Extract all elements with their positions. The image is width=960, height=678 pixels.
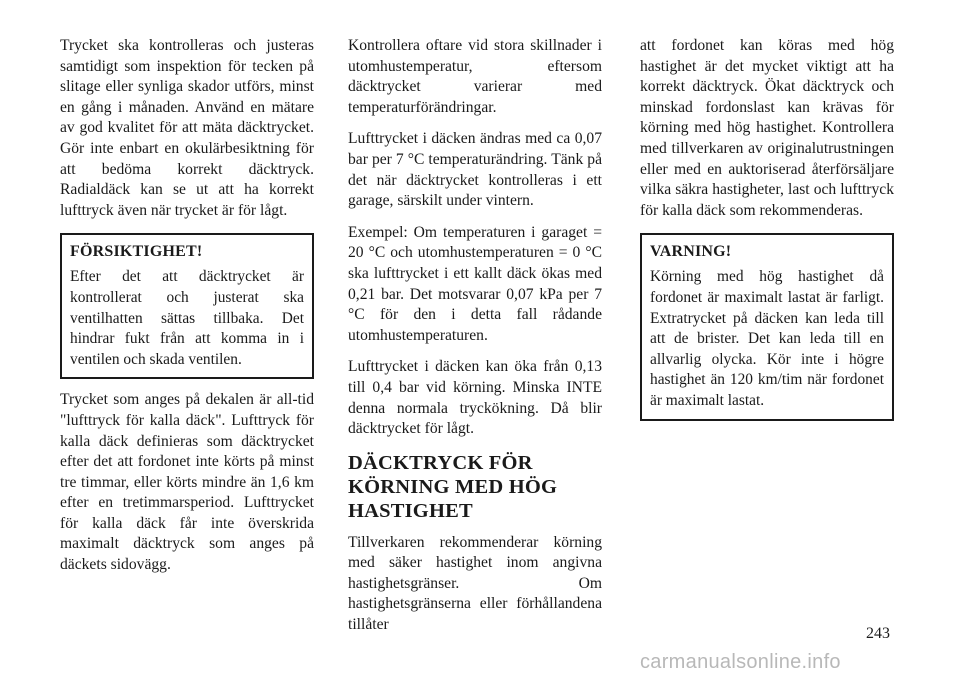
column-middle (348, 36, 602, 647)
cold-pressure-paragraph: Trycket som anges på dekalen är all-tid "lufttryck för kalla däck". Lufttryck för kalla däck definieras som däcktrycket efter det att fordonet inte körts på minst tre timmar, eller körts mindre än 1,6 km efter en tretimmarsperiod. Lufttrycket för kalla däck får inte överskrida maximalt däcktryck som anges på däckets sidovägg. (60, 391, 314, 574)
caution-text: Efter det att däcktrycket är kontrollerat och justerat ska ventilhatten sättas tillbaka. Det hindrar fukt från att komma in i ventilen och skada ventilen. (70, 268, 304, 368)
page-number: 243 (866, 625, 890, 642)
warning-text: Körning med hög hastighet då fordonet är maximalt lastat är farligt. Extratrycket på däcken kan leda till att de brister. Det kan leda till en allvarlig olycka. Kör inte i högre hastighet än 120 km/tim när fordonet är maximalt lastat. (650, 268, 884, 409)
column-right (640, 36, 894, 432)
driving-increase-paragraph: Lufttrycket i däcken kan öka från 0,13 till 0,4 bar vid körning. Minska INTE denna normala tryckökning. Då blir däcktrycket för lågt. (348, 358, 602, 438)
high-speed-paragraph: att fordonet kan köras med hög hastighet är det mycket viktigt att ha korrekt däcktryck. Ökat däcktryck och minskad fordonslast kan krävas för körning med hög hastighet. Kontrollera med tillverkaren av originalutrustningen eller med en auktoriserad återförsäljare vilka säkra hastigheter, last och lufttryck för kalla däck som rekommenderas. (640, 37, 894, 219)
speed-recommendation-paragraph: Tillverkaren rekommenderar körning med säker hastighet inom angivna hastighetsgränser. Om hastighetsgränserna eller förhållandena tillåter (348, 533, 602, 634)
watermark: carmanualsonline.info (640, 651, 841, 673)
caution-box (60, 233, 314, 379)
column-left (60, 36, 314, 587)
section-heading: DÄCKTRYCK FÖR KÖRNING MED HÖG HASTIGHET (348, 451, 558, 522)
pressure-change-paragraph: Lufttrycket i däcken ändras med ca 0,07 bar per 7 °C temperaturändring. Tänk på det när däcktrycket kontrolleras i ett garage, särskilt under vintern. (348, 130, 602, 210)
warning-box (640, 233, 894, 420)
intro-paragraph: Trycket ska kontrolleras och justeras samtidigt som inspektion för tecken på slitage eller synliga skador utförs, minst en gång i månaden. Använd en mätare av god kvalitet för att mäta däcktrycket. Gör inte enbart en okulärbesiktning för att bedöma korrekt däcktryck. Radialdäck kan se ut att ha korrekt lufttryck även när trycket är för lågt. (60, 37, 314, 219)
caution-title: FÖRSIKTIGHET! (70, 243, 203, 261)
temperature-paragraph: Kontrollera oftare vid stora skillnader i utomhustemperatur, eftersom däcktrycket varierar med temperaturförändringar. (348, 37, 602, 116)
warning-title: VARNING! (650, 243, 732, 261)
example-paragraph: Exempel: Om temperaturen i garaget = 20 °C och utomhustemperaturen = 0 °C ska lufttrycket i ett kallt däck ökas med 0,21 bar. Det motsvarar 0,07 kPa per 7 °C för den i detta fall rådande utomhustemperaturen. (348, 223, 602, 344)
